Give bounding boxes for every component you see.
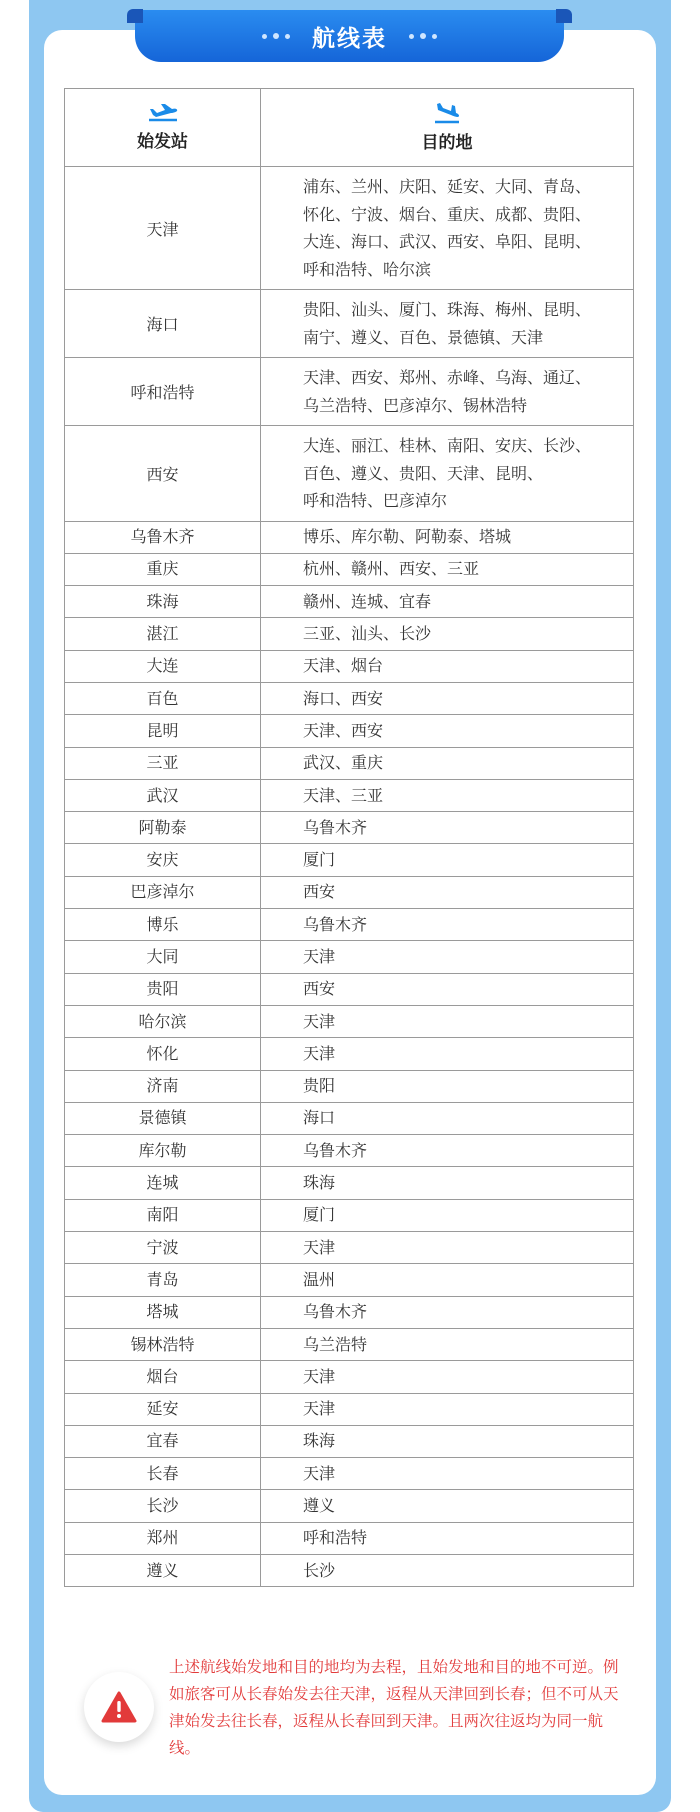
destination-line: 珠海 <box>303 1431 336 1451</box>
notice-text: 上述航线始发地和目的地均为去程，且始发地和目的地不可逆。例如旅客可从长春始发去往天津，返程从天津回到长春；但不可从天津始发去往长春，返程从长春回到天津。且两次往返均为同一航线。 <box>169 1658 619 1757</box>
destination-cell <box>261 1102 634 1134</box>
origin-cell: 西安 <box>65 426 261 522</box>
destination-line: 天津 <box>303 947 336 966</box>
table-row <box>65 941 634 973</box>
destination-line: 天津、三亚 <box>303 785 384 805</box>
origin-cell: 湛江 <box>65 618 261 650</box>
origin-cell: 武汉 <box>65 779 261 811</box>
destination-line: 天津 <box>303 1043 336 1063</box>
table-row <box>65 1232 634 1264</box>
destination-cell <box>261 1522 634 1554</box>
destination-cell <box>261 553 634 585</box>
origin-cell: 青岛 <box>65 1264 261 1296</box>
table-row <box>65 1135 634 1167</box>
destination-cell <box>261 650 634 682</box>
origin-cell: 天津 <box>65 167 261 290</box>
destination-cell <box>261 682 634 714</box>
origin-cell: 重庆 <box>65 553 261 585</box>
destination-cell <box>261 1135 634 1167</box>
destination-line: 天津 <box>303 1399 336 1419</box>
destination-line: 怀化、宁波、烟台、重庆、成都、贵阳、 <box>303 204 592 224</box>
origin-cell: 宜春 <box>65 1425 261 1457</box>
origin-cell: 连城 <box>65 1167 261 1199</box>
destination-cell <box>261 941 634 973</box>
table-row <box>65 715 634 747</box>
destination-line: 呼和浩特 <box>303 1528 368 1548</box>
table-row <box>65 844 634 876</box>
destination-line: 天津、烟台 <box>303 656 384 676</box>
table-row <box>65 1458 634 1490</box>
origin-cell: 巴彦淖尔 <box>65 876 261 908</box>
table-row <box>65 909 634 941</box>
destination-line: 长沙 <box>303 1560 336 1580</box>
table-row <box>65 779 634 811</box>
destination-line: 南宁、遵义、百色、景德镇、天津 <box>303 327 544 347</box>
destination-cell <box>261 1458 634 1490</box>
table-row <box>65 973 634 1005</box>
table-row <box>65 1393 634 1425</box>
destination-cell <box>261 1296 634 1328</box>
destination-cell <box>261 1490 634 1522</box>
destination-cell <box>261 747 634 779</box>
destination-line: 杭州、赣州、西安、三亚 <box>303 559 480 579</box>
destination-line: 天津、西安、郑州、赤峰、乌海、通辽、 <box>303 368 592 387</box>
destination-cell <box>261 1070 634 1102</box>
destination-line: 赣州、连城、宜春 <box>303 591 432 611</box>
origin-cell: 怀化 <box>65 1038 261 1070</box>
destination-line: 贵阳 <box>303 1076 336 1096</box>
table-row <box>65 426 634 522</box>
destination-line: 百色、遵义、贵阳、天津、昆明、 <box>303 463 544 483</box>
table-row <box>65 1070 634 1102</box>
destination-line: 贵阳、汕头、厦门、珠海、梅州、昆明、 <box>303 300 592 319</box>
origin-cell: 三亚 <box>65 747 261 779</box>
destination-cell <box>261 1167 634 1199</box>
table-row <box>65 682 634 714</box>
table-row <box>65 1328 634 1360</box>
banner-dots-left <box>262 33 290 39</box>
destination-line: 西安 <box>303 979 336 999</box>
destination-cell <box>261 812 634 844</box>
destination-cell <box>261 1393 634 1425</box>
table-row <box>65 876 634 908</box>
origin-cell: 大连 <box>65 650 261 682</box>
table-row <box>65 167 634 290</box>
origin-cell: 郑州 <box>65 1522 261 1554</box>
destination-line: 大连、丽江、桂林、南阳、安庆、长沙、 <box>303 436 592 455</box>
destination-line: 厦门 <box>303 850 336 870</box>
destination-cell <box>261 167 634 290</box>
destination-line: 博乐、库尔勒、阿勒泰、塔城 <box>303 527 512 547</box>
table-row <box>65 1038 634 1070</box>
destination-cell <box>261 876 634 908</box>
destination-line: 海口 <box>303 1108 336 1128</box>
title-banner <box>135 10 564 62</box>
table-row <box>65 1102 634 1134</box>
origin-cell: 哈尔滨 <box>65 1005 261 1037</box>
origin-cell: 乌鲁木齐 <box>65 521 261 553</box>
destination-line: 天津 <box>303 1366 336 1386</box>
origin-cell: 长春 <box>65 1458 261 1490</box>
table-row <box>65 747 634 779</box>
destination-cell <box>261 715 634 747</box>
origin-cell: 大同 <box>65 941 261 973</box>
origin-cell: 珠海 <box>65 586 261 618</box>
warning-badge <box>84 1672 154 1742</box>
destination-cell <box>261 844 634 876</box>
destination-line: 天津 <box>303 1011 336 1031</box>
destination-line: 呼和浩特、巴彦淖尔 <box>303 491 448 510</box>
destination-cell <box>261 586 634 618</box>
destination-line: 乌鲁木齐 <box>303 914 368 934</box>
destination-line: 乌兰浩特、巴彦淖尔、锡林浩特 <box>303 395 528 415</box>
destination-cell <box>261 1005 634 1037</box>
destination-cell <box>261 426 634 522</box>
origin-header-label: 始发站 <box>137 132 188 152</box>
origin-cell: 库尔勒 <box>65 1135 261 1167</box>
table-header-row <box>65 89 634 167</box>
warning-icon <box>101 1691 137 1723</box>
table-row <box>65 553 634 585</box>
destination-cell <box>261 909 634 941</box>
destination-column-header <box>261 89 634 167</box>
destination-cell <box>261 1038 634 1070</box>
destination-line: 天津 <box>303 1237 336 1257</box>
destination-line: 天津 <box>303 1463 336 1483</box>
route-table <box>64 88 634 1587</box>
destination-header-label: 目的地 <box>421 133 473 153</box>
origin-column-header <box>65 89 261 167</box>
destination-line: 温州 <box>303 1269 336 1289</box>
destination-cell <box>261 973 634 1005</box>
table-row <box>65 1167 634 1199</box>
takeoff-icon <box>147 103 179 123</box>
origin-cell: 遵义 <box>65 1555 261 1587</box>
destination-line: 海口、西安 <box>303 688 384 708</box>
origin-cell: 济南 <box>65 1070 261 1102</box>
destination-cell <box>261 358 634 426</box>
origin-cell: 塔城 <box>65 1296 261 1328</box>
origin-cell: 海口 <box>65 290 261 358</box>
origin-cell: 景德镇 <box>65 1102 261 1134</box>
destination-line: 大连、海口、武汉、西安、阜阳、昆明、 <box>303 232 592 251</box>
destination-line: 珠海 <box>303 1173 336 1193</box>
destination-cell <box>261 1425 634 1457</box>
table-row <box>65 586 634 618</box>
origin-cell: 南阳 <box>65 1199 261 1231</box>
origin-cell: 宁波 <box>65 1232 261 1264</box>
table-row <box>65 290 634 358</box>
table-row <box>65 618 634 650</box>
table-row <box>65 1361 634 1393</box>
origin-cell: 锡林浩特 <box>65 1328 261 1360</box>
table-row <box>65 650 634 682</box>
destination-cell <box>261 1232 634 1264</box>
page-title: 航线表 <box>312 25 387 52</box>
destination-cell <box>261 1328 634 1360</box>
table-row <box>65 1555 634 1587</box>
destination-line: 呼和浩特、哈尔滨 <box>303 259 432 279</box>
destination-line: 三亚、汕头、长沙 <box>303 624 432 644</box>
table-row <box>65 1264 634 1296</box>
destination-cell <box>261 521 634 553</box>
table-row <box>65 1522 634 1554</box>
destination-line: 乌兰浩特 <box>303 1334 368 1354</box>
route-table-body <box>65 167 634 1587</box>
table-row <box>65 1490 634 1522</box>
table-row <box>65 521 634 553</box>
origin-cell: 呼和浩特 <box>65 358 261 426</box>
origin-cell: 昆明 <box>65 715 261 747</box>
table-row <box>65 1199 634 1231</box>
table-row <box>65 358 634 426</box>
destination-cell <box>261 618 634 650</box>
destination-cell <box>261 290 634 358</box>
origin-cell: 延安 <box>65 1393 261 1425</box>
destination-line: 西安 <box>303 882 336 902</box>
notice-box <box>64 1634 634 1779</box>
table-row <box>65 1425 634 1457</box>
origin-cell: 百色 <box>65 682 261 714</box>
table-row <box>65 1296 634 1328</box>
origin-cell: 阿勒泰 <box>65 812 261 844</box>
destination-cell <box>261 1264 634 1296</box>
origin-cell: 安庆 <box>65 844 261 876</box>
destination-line: 浦东、兰州、庆阳、延安、大同、青岛、 <box>303 177 592 196</box>
destination-line: 厦门 <box>303 1205 336 1225</box>
origin-cell: 贵阳 <box>65 973 261 1005</box>
origin-cell: 长沙 <box>65 1490 261 1522</box>
destination-line: 乌鲁木齐 <box>303 1140 368 1160</box>
destination-cell <box>261 1361 634 1393</box>
origin-cell: 烟台 <box>65 1361 261 1393</box>
destination-line: 乌鲁木齐 <box>303 817 368 837</box>
destination-cell <box>261 1199 634 1231</box>
destination-cell <box>261 1555 634 1587</box>
table-row <box>65 1005 634 1037</box>
landing-icon <box>433 102 461 124</box>
origin-cell: 博乐 <box>65 909 261 941</box>
destination-line: 武汉、重庆 <box>303 753 384 773</box>
destination-line: 遵义 <box>303 1496 336 1516</box>
table-row <box>65 812 634 844</box>
destination-line: 天津、西安 <box>303 720 384 740</box>
destination-line: 乌鲁木齐 <box>303 1302 368 1322</box>
destination-cell <box>261 779 634 811</box>
banner-dots-right <box>409 33 437 39</box>
